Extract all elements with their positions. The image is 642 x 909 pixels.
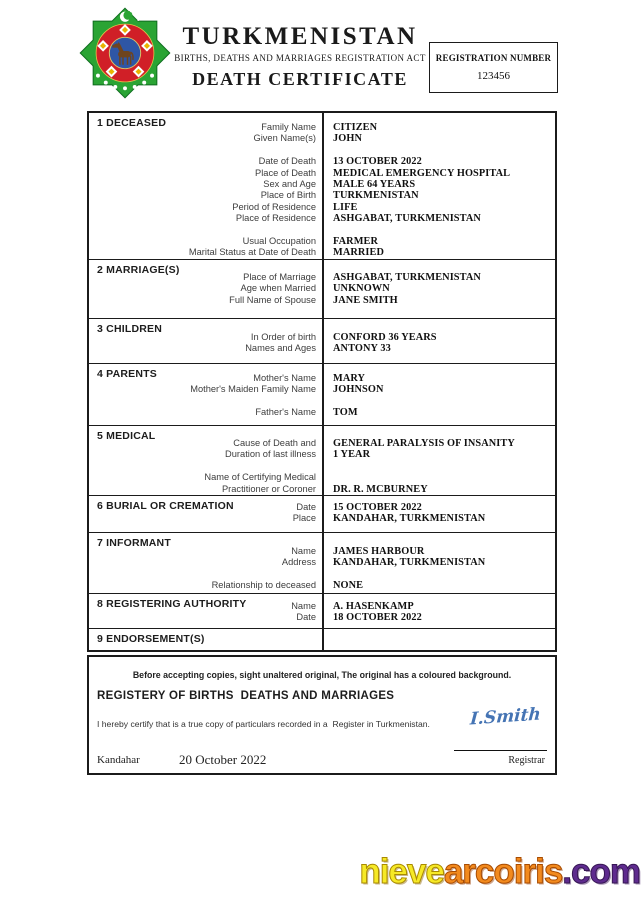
field-label: Name — [291, 546, 316, 556]
field-value — [324, 396, 333, 407]
field-label: Date — [296, 612, 316, 623]
field-label: Given Name(s) — [253, 133, 316, 144]
registration-number-box — [429, 42, 558, 93]
section-title: 9 ENDORSEMENT(S) — [97, 633, 205, 645]
section-endorsements — [89, 628, 555, 650]
section-title: 8 REGISTERING AUTHORITY — [97, 598, 247, 610]
field-label: Place of Birth — [260, 190, 316, 201]
field-value: TURKMENISTAN — [333, 190, 419, 202]
field-value — [324, 472, 333, 483]
section-title: 6 BURIAL OR CREMATION — [97, 500, 234, 512]
field-value: ASHGABAT, TURKMENISTAN — [333, 272, 481, 283]
section-title: 5 MEDICAL — [97, 430, 156, 442]
field-label: Name of Certifying Medical — [204, 472, 316, 483]
field-value: ANTONY 33 — [333, 343, 391, 355]
registrar-signature: I.Smith — [469, 704, 542, 730]
watermark-part-1: nieve — [359, 852, 444, 891]
field-value: A. HASENKAMP — [333, 601, 414, 612]
field-label: Place of Death — [255, 167, 316, 178]
field-label: Mother's Name — [253, 373, 316, 383]
issue-place: Kandahar — [97, 754, 140, 766]
field-label — [89, 145, 324, 156]
field-label — [89, 461, 324, 472]
section-burial-or-cremation — [89, 495, 555, 532]
registrar-label: Registrar — [508, 755, 545, 766]
field-value: MEDICAL EMERGENCY HOSPITAL — [333, 167, 511, 179]
section-medical — [89, 425, 555, 495]
field-label: Relationship to deceased — [211, 580, 316, 591]
field-label: Mother's Maiden Family Name — [190, 384, 316, 395]
field-value: KANDAHAR, TURKMENISTAN — [333, 557, 486, 569]
site-watermark — [359, 852, 640, 892]
field-value: MARRIED — [333, 247, 385, 259]
field-label: Usual Occupation — [242, 235, 316, 246]
field-value: GENERAL PARALYSIS OF INSANITY — [333, 438, 515, 449]
section-title: 1 DECEASED — [97, 117, 167, 129]
copy-notice: Before accepting copies, sight unaltered original, The original has a coloured background. — [132, 670, 512, 680]
field-label: Cause of Death and — [233, 438, 316, 448]
field-value: NONE — [333, 580, 364, 592]
field-label: Place — [292, 513, 316, 524]
section-title: 2 MARRIAGE(S) — [97, 264, 180, 276]
section-children — [89, 318, 555, 363]
field-value — [324, 225, 333, 236]
field-label: Address — [281, 557, 316, 568]
field-value: 13 OCTOBER 2022 — [333, 156, 422, 168]
field-value: DR. R. MCBURNEY — [333, 483, 428, 495]
field-label: Practitioner or Coroner — [221, 483, 316, 494]
field-value: MALE 64 YEARS — [333, 178, 416, 190]
field-label: Marital Status at Date of Death — [188, 247, 316, 258]
field-value: UNKNOWN — [333, 283, 390, 295]
field-value — [324, 569, 333, 580]
signature-line — [454, 750, 547, 751]
section-title: 4 PARENTS — [97, 368, 157, 380]
field-label: Names and Ages — [245, 343, 316, 354]
watermark-part-3: .com — [562, 852, 640, 891]
field-label: Date — [296, 502, 316, 512]
field-value: CITIZEN — [333, 122, 378, 133]
field-label — [89, 225, 324, 236]
field-value — [324, 145, 333, 156]
field-label: Father's Name — [255, 407, 316, 418]
field-label: Age when Married — [240, 283, 316, 294]
field-label — [89, 396, 324, 407]
field-label: Date of Death — [258, 156, 316, 167]
field-label — [89, 569, 324, 580]
certificate-table — [87, 111, 557, 652]
field-value — [324, 461, 333, 472]
certificate-header — [168, 24, 432, 89]
field-value: LIFE — [333, 201, 358, 213]
field-label: Place of Residence — [235, 213, 316, 224]
registration-number-value: 123456 — [477, 70, 510, 82]
certification-box — [87, 655, 557, 775]
registration-number-label: REGISTRATION NUMBER — [435, 53, 552, 63]
section-registering-authority — [89, 593, 555, 628]
act-subtitle: BIRTHS, DEATHS AND MARRIAGES REGISTRATION ACT — [174, 53, 426, 63]
field-label: Place of Marriage — [243, 272, 316, 282]
section-informant — [89, 532, 555, 593]
field-value: 18 OCTOBER 2022 — [333, 612, 422, 624]
section-title: 3 CHILDREN — [97, 323, 163, 335]
field-value: JOHN — [333, 133, 363, 145]
field-value: JANE SMITH — [333, 294, 398, 306]
section-marriages — [89, 259, 555, 318]
field-label: Duration of last illness — [225, 449, 316, 460]
country-title: TURKMENISTAN — [182, 23, 418, 50]
field-value: JOHNSON — [333, 384, 384, 396]
field-label: In Order of birth — [250, 332, 316, 342]
field-label: Sex and Age — [263, 178, 316, 189]
field-value: JAMES HARBOUR — [333, 546, 425, 557]
field-value: 15 OCTOBER 2022 — [333, 502, 422, 513]
column-divider — [322, 629, 324, 650]
field-value: MARY — [333, 373, 366, 384]
section-title: 7 INFORMANT — [97, 537, 171, 549]
field-label: Family Name — [261, 122, 316, 132]
field-value: CONFORD 36 YEARS — [333, 332, 437, 343]
certify-statement: I hereby certify that is a true copy of particulars recorded in a Register in Turkmenistan. — [97, 719, 430, 729]
registry-heading: REGISTERY OF BIRTHS DEATHS AND MARRIAGES — [97, 690, 395, 702]
field-value: TOM — [333, 407, 358, 419]
field-label: Full Name of Spouse — [229, 294, 316, 305]
field-value: KANDAHAR, TURKMENISTAN — [333, 513, 486, 525]
field-value: 1 YEAR — [333, 449, 371, 461]
field-label: Period of Residence — [232, 201, 316, 212]
turkmenistan-emblem-icon — [76, 2, 174, 104]
watermark-part-2: arcoiris — [443, 852, 563, 891]
field-label: Name — [291, 601, 316, 611]
issue-date: 20 October 2022 — [179, 752, 267, 767]
field-value: FARMER — [333, 235, 379, 247]
section-parents — [89, 363, 555, 425]
field-value: ASHGABAT, TURKMENISTAN — [333, 213, 481, 225]
section-deceased — [89, 113, 555, 259]
document-title: DEATH CERTIFICATE — [192, 69, 408, 89]
